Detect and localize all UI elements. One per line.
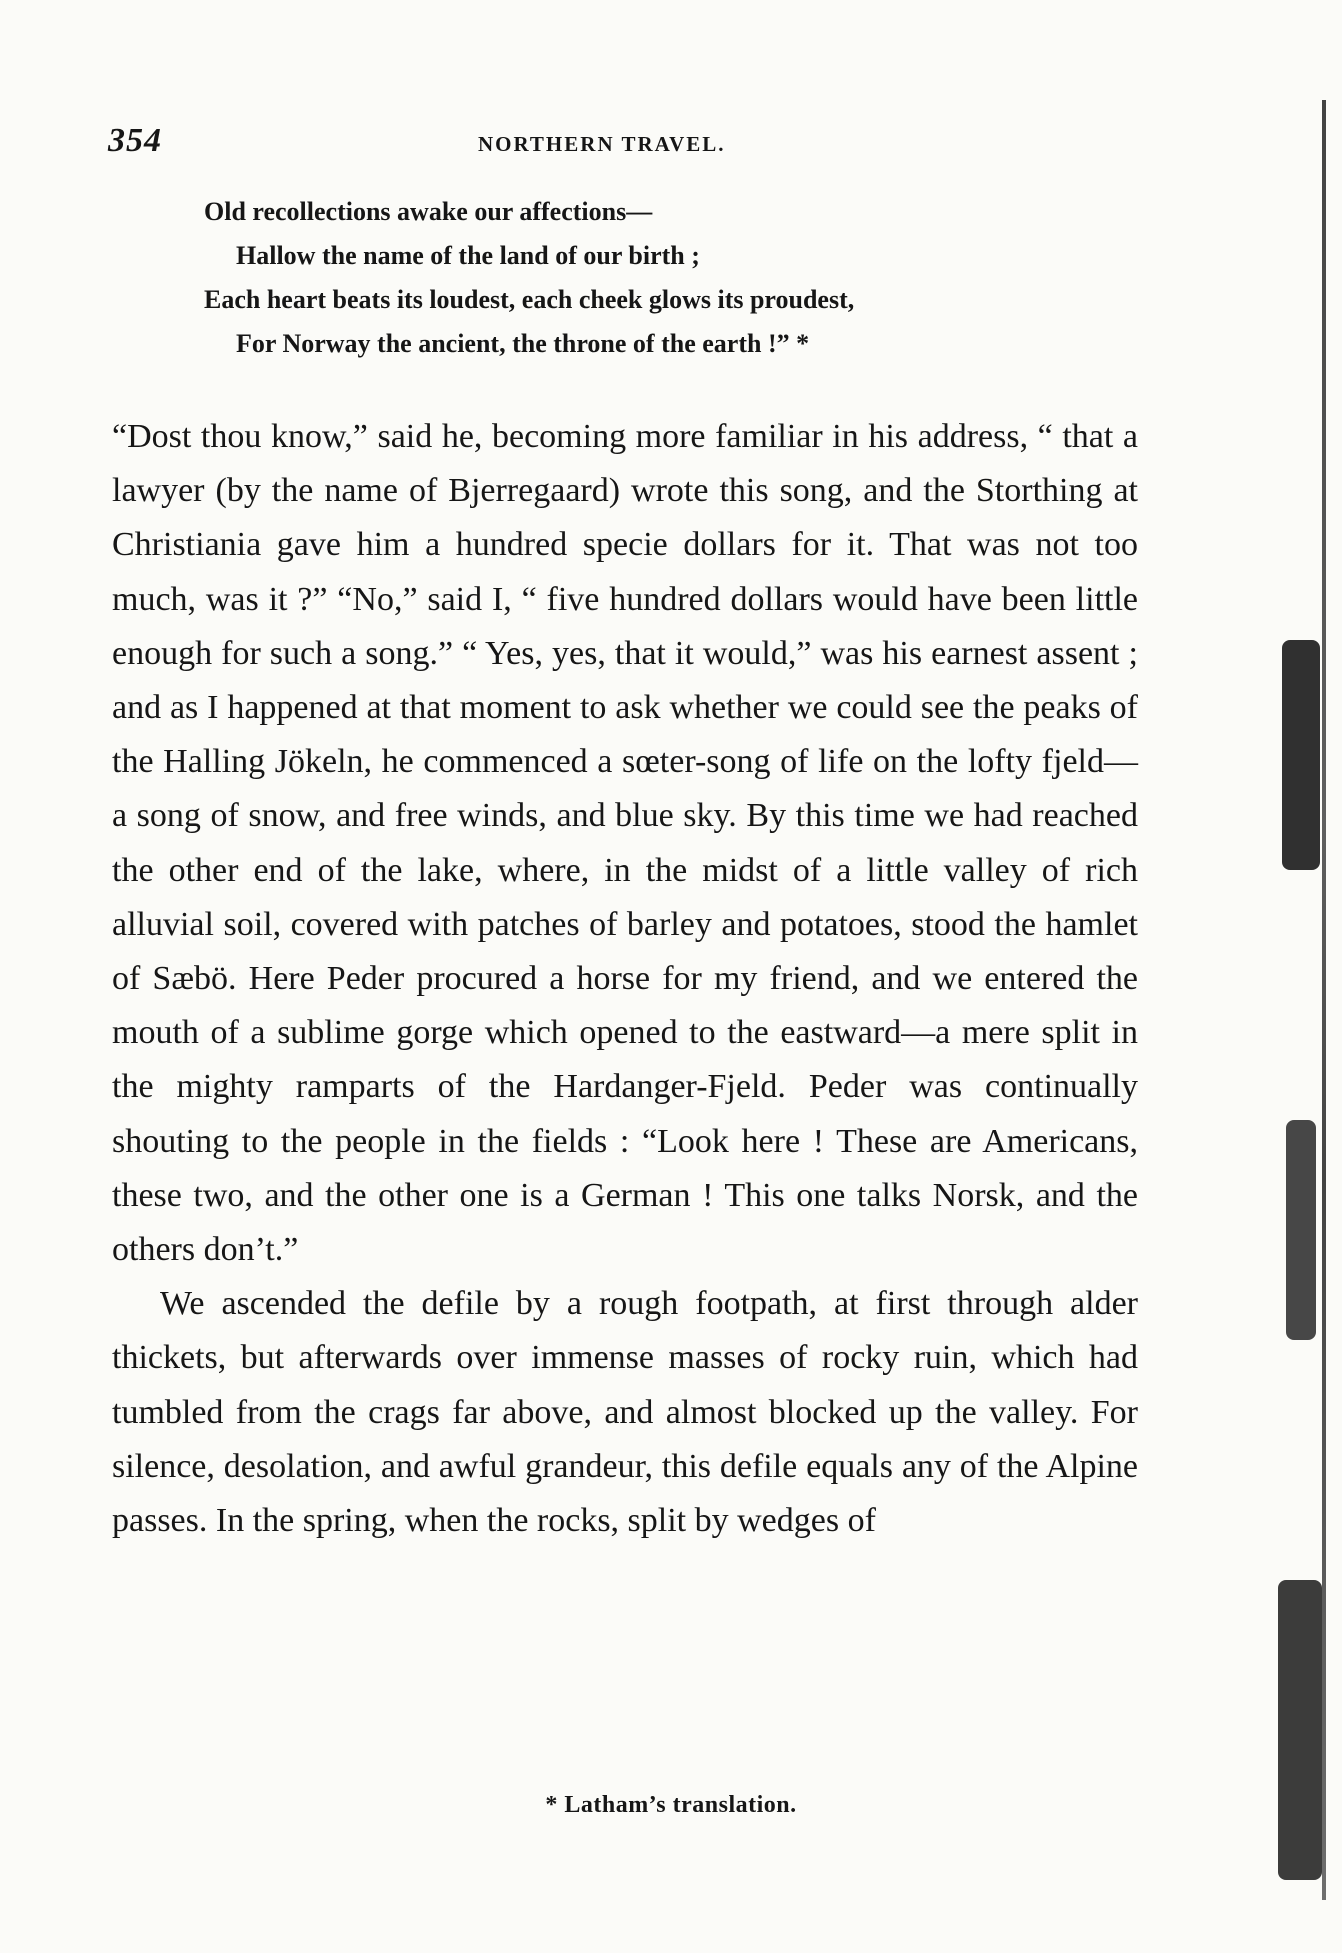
scan-shadow: [1282, 640, 1320, 870]
poem-line: Hallow the name of the land of our birth ;: [236, 241, 700, 270]
page-number: 354: [108, 122, 162, 159]
body-text: [112, 410, 1138, 1548]
page-edge-line: [1322, 100, 1326, 1900]
running-head: NORTHERN TRAVEL.: [478, 132, 726, 156]
poem-line: Each heart beats its loudest, each cheek glows its proudest,: [204, 285, 855, 314]
scan-shadow: [1278, 1580, 1322, 1880]
scan-shadow: [1286, 1120, 1316, 1340]
poem-excerpt: [204, 190, 854, 366]
paragraph: We ascended the defile by a rough footpath, at first through alder thickets, but afterwards over immense masses of rocky ruin, which had tumbled from the crags far above, and almost blocked up the valley. For silence, desolation, and awful grandeur, this defile equals any of the Alpine passes. In the spring, when the rocks, split by wedges of: [112, 1285, 1138, 1540]
paragraph: “Dost thou know,” said he, becoming more familiar in his address, “ that a lawyer (by the name of Bjerregaard) wrote this song, and the Storthing at Christiania gave him a hundred specie dollars for it. That was not too much, was it ?” “No,” said I, “ five hundred dollars would have been little enough for such a song.” “ Yes, yes, that it would,” was his earnest assent ; and as I happened at that moment to ask whether we could see the peaks of the Halling Jökeln, he commenced a sœter-song of life on the lofty fjeld—a song of snow, and free winds, and blue sky. By this time we had reached the other end of the lake, where, in the midst of a little valley of rich alluvial soil, covered with patches of barley and potatoes, stood the hamlet of Sæbö. Here Peder procured a horse for my friend, and we entered the mouth of a sublime gorge which opened to the eastward—a mere split in the mighty ramparts of the Hardanger-Fjeld. Peder was continually shouting to the people in the fields : “Look here ! These are Americans, these two, and the other one is a German ! This one talks Norsk, and the others don’t.”: [112, 418, 1138, 1269]
poem-line: For Norway the ancient, the throne of the earth !” *: [236, 329, 810, 358]
footnote: * Latham’s translation.: [545, 1792, 797, 1818]
poem-line: Old recollections awake our affections—: [204, 197, 653, 226]
page-header: [108, 122, 1138, 162]
